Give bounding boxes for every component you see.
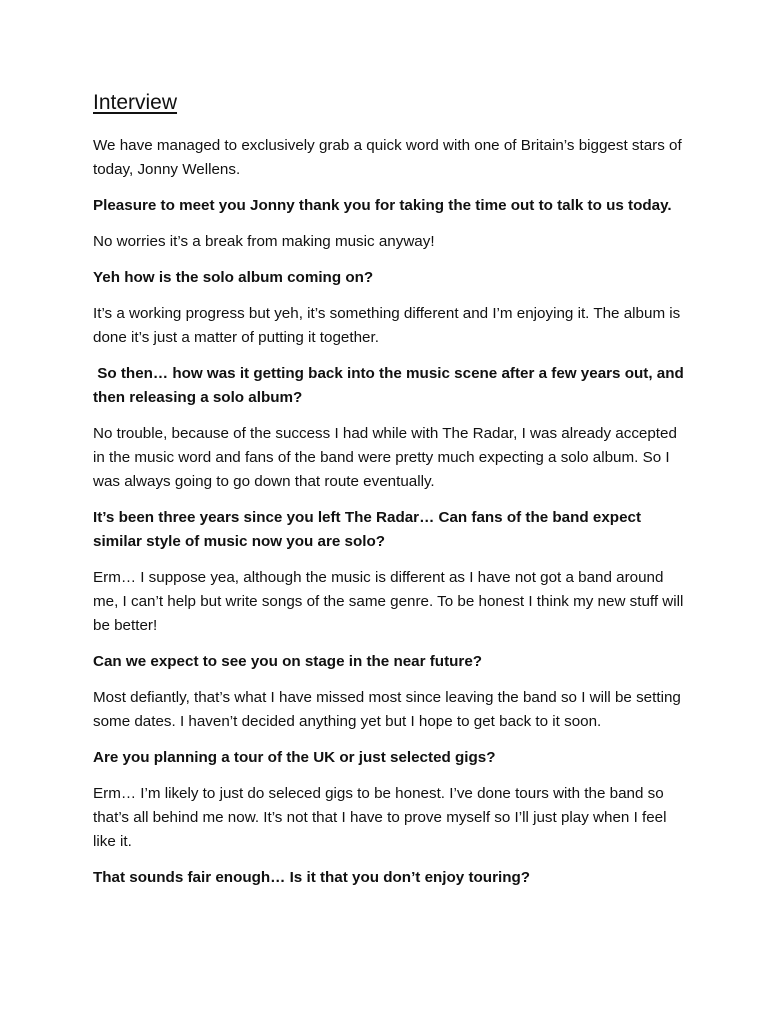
question-paragraph: So then… how was it getting back into the music scene after a few years out, and then releasing a solo album? — [93, 365, 688, 406]
question-paragraph: Are you planning a tour of the UK or just selected gigs? — [93, 749, 496, 766]
answer-paragraph: Most defiantly, that’s what I have missed most since leaving the band so I will be setting some dates. I haven’t decided anything yet but I hope to get back to it soon. — [93, 689, 681, 730]
question-paragraph: It’s been three years since you left The Radar… Can fans of the band expect similar style of music now you are solo? — [93, 509, 642, 550]
answer-paragraph: Erm… I suppose yea, although the music is different as I have not got a band around me, I can’t help but write songs of the same genre. To be honest I think my new stuff will be better! — [93, 569, 684, 634]
question-paragraph: Yeh how is the solo album coming on? — [93, 269, 374, 286]
answer-paragraph: No trouble, because of the success I had while with The Radar, I was already accepted in the music word and fans of the band were pretty much expecting a solo album. So I was always going to go down that route eventually. — [93, 425, 677, 490]
document-title: Interview — [93, 91, 178, 114]
question-paragraph: Can we expect to see you on stage in the near future? — [93, 653, 483, 670]
document-page — [93, 88, 688, 902]
intro-paragraph: We have managed to exclusively grab a quick word with one of Britain’s biggest stars of today, Jonny Wellens. — [93, 137, 682, 178]
answer-paragraph: No worries it’s a break from making music anyway! — [93, 233, 435, 250]
question-paragraph: That sounds fair enough… Is it that you don’t enjoy touring? — [93, 869, 531, 886]
answer-paragraph: It’s a working progress but yeh, it’s something different and I’m enjoying it. The album is done it’s just a matter of putting it together. — [93, 305, 681, 346]
question-paragraph: Pleasure to meet you Jonny thank you for taking the time out to talk to us today. — [93, 197, 672, 214]
answer-paragraph: Erm… I’m likely to just do seleced gigs to be honest. I’ve done tours with the band so that’s all behind me now. It’s not that I have to prove myself so I’ll just play when I feel like it. — [93, 785, 667, 850]
